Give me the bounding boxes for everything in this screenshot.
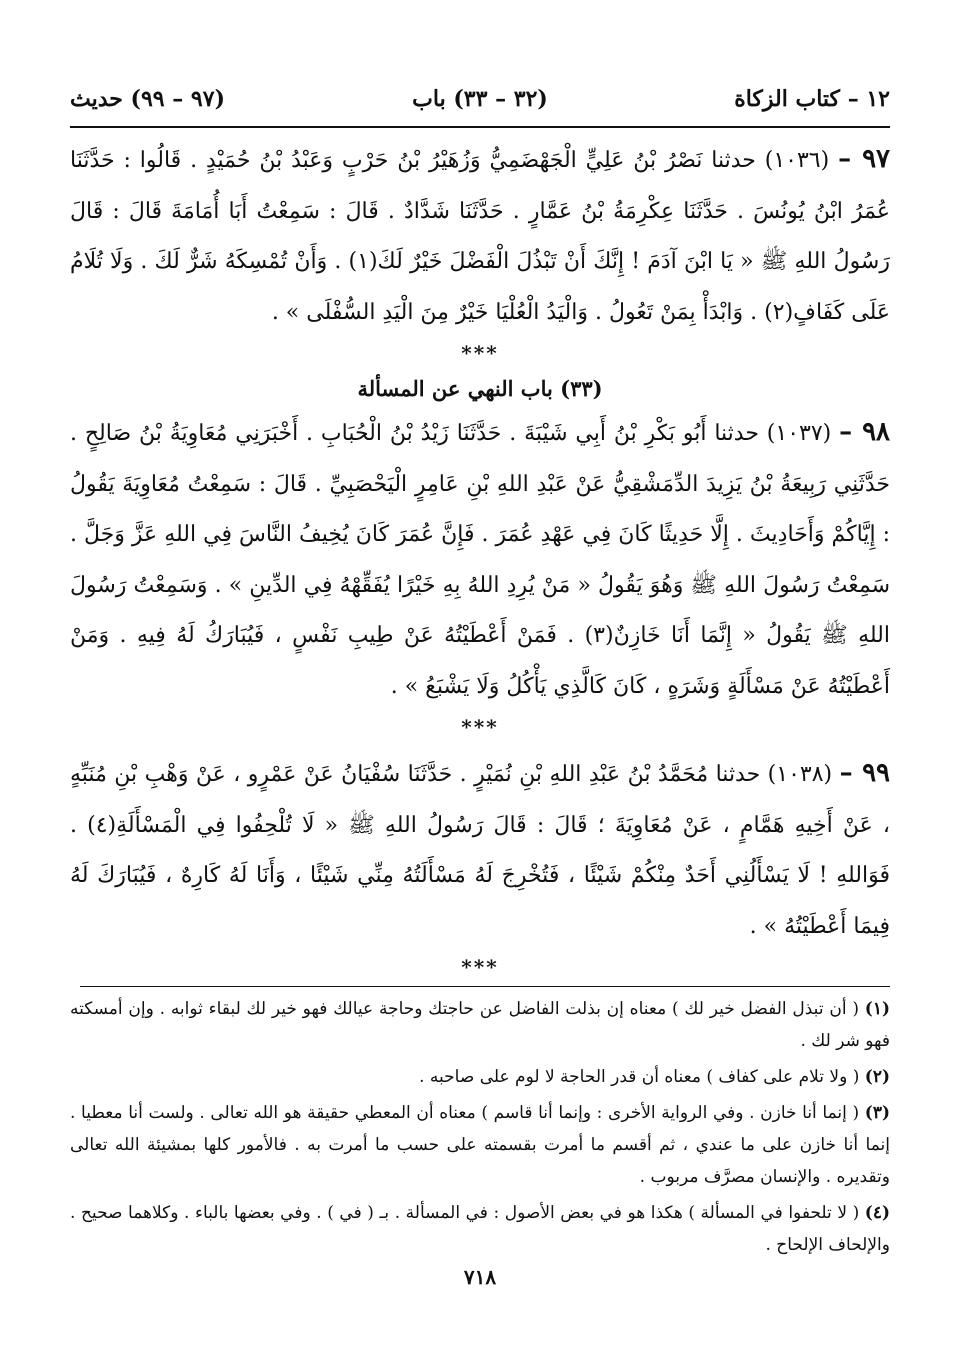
- footnote-text: ( إنما أنا خازن . وفي الرواية الأخرى : وإنما أنا قاسم ) معناه أن المعطي حقيقة هو الله تعالى . ولست أنا معطيا . إنما أنا خازن على ما عندي ، ثم أقسم ما أمرت بقسمته على حسب ما أمرت به . فالأمور كلها بمشيئة الله تعالى وتقديره . والإنسان مصرَّف مربوب .: [70, 1103, 890, 1187]
- hadith-number: ٩٧ –: [838, 144, 890, 174]
- footnotes: [70, 993, 890, 1261]
- header-chapter-range: (٣٢ – ٣٣) باب: [412, 86, 548, 112]
- hadith-text: (١٠٣٦) حدثنا نَصْرُ بْنُ عَلِيٍّ الْجَهْضَمِيُّ وَزُهَيْرُ بْنُ حَرْبٍ وَعَبْدُ بْنُ حُمَيْدٍ . قَالُوا : حَدَّثَنَا عُمَرُ ابْنُ يُونُسَ . حَدَّثَنَا عِكْرِمَةُ بْنُ عَمَّارٍ . حَدَّثَنَا شَدَّادٌ . قَالَ : سَمِعْتُ أَبَا أُمَامَةَ قَالَ : قَالَ رَسُولُ اللهِ ﷺ « يَا ابْنَ آدَمَ ! إِنَّكَ أَنْ تَبْذُلَ الْفَضْلَ خَيْرٌ لَكَ(١) . وَأَنْ تُمْسِكَهُ شَرٌّ لَكَ . وَلَا تُلَامُ عَلَى كَفَافٍ(٢) . وَابْدَأْ بِمَنْ تَعُولُ . وَالْيَدُ الْعُلْيَا خَيْرٌ مِنَ الْيَدِ السُّفْلَى » .: [70, 148, 890, 325]
- footnote-number: (٢): [864, 1067, 890, 1087]
- book-page: [70, 80, 890, 1289]
- header-divider: [70, 126, 890, 128]
- hadith-99: [70, 748, 890, 952]
- section-separator: ***: [461, 341, 499, 365]
- footnote-number: (١): [864, 999, 890, 1019]
- hadith-text: (١٠٣٨) حدثنا مُحَمَّدُ بْنُ عَبْدِ اللهِ بْنِ نُمَيْرٍ . حَدَّثَنَا سُفْيَانُ عَنْ عَمْرٍو ، عَنْ وَهْبِ بْنِ مُنَبِّهٍ ، عَنْ أَخِيهِ هَمَّامٍ ، عَنْ مُعَاوِيَةَ ؛ قَالَ : قَالَ رَسُولُ اللهِ ﷺ « لَا تُلْحِفُوا فِي الْمَسْأَلَةِ(٤) . فَوَاللهِ ! لَا يَسْأَلُنِي أَحَدٌ مِنْكُمْ شَيْئًا ، فَتُخْرِجَ لَهُ مَسْأَلَتُهُ مِنِّي شَيْئًا ، وَأَنَا لَهُ كَارِهٌ ، فَيُبَارَكَ لَهُ فِيمَا أَعْطَيْتُهُ » .: [70, 762, 891, 939]
- chapter-title: (٣٣) باب النهي عن المسألة: [357, 376, 603, 401]
- footnote-number: (٤): [864, 1203, 890, 1223]
- section-separator: ***: [461, 715, 499, 739]
- hadith-number: ٩٨ –: [839, 417, 890, 447]
- header-hadith-range: (٩٧ – ٩٩) حديث: [70, 86, 225, 112]
- hadith-text: (١٠٣٧) حدثنا أَبُو بَكْرِ بْنُ أَبِي شَيْبَةَ . حَدَّثَنَا زَيْدُ بْنُ الْحُبَابِ . أَخْبَرَنِي مُعَاوِيَةُ بْنُ صَالِحٍ . حَدَّثَنِي رَبِيعَةُ بْنُ يَزِيدَ الدِّمَشْقِيُّ عَنْ عَبْدِ اللهِ بْنِ عَامِرٍ الْيَحْصَبِيِّ . قَالَ : سَمِعْتُ مُعَاوِيَةَ يَقُولُ : إِيَّاكُمْ وَأَحَادِيثَ . إِلَّا حَدِيثًا كَانَ فِي عَهْدِ عُمَرَ . فَإِنَّ عُمَرَ كَانَ يُخِيفُ النَّاسَ فِي اللهِ عَزَّ وَجَلَّ . سَمِعْتُ رَسُولَ اللهِ ﷺ وَهُوَ يَقُولُ « مَنْ يُرِدِ اللهُ بِهِ خَيْرًا يُفَقِّهْهُ فِي الدِّينِ » . وَسَمِعْتُ رَسُولَ اللهِ ﷺ يَقُولُ « إِنَّمَا أَنَا خَازِنٌ(٣) . فَمَنْ أَعْطَيْتُهُ عَنْ طِيبِ نَفْسٍ ، فَيُبَارَكُ لَهُ فِيهِ . وَمَنْ أَعْطَيْتُهُ عَنْ مَسْأَلَةٍ وَشَرَهٍ ، كَانَ كَالَّذِي يَأْكُلُ وَلَا يَشْبَعُ » .: [70, 421, 890, 699]
- footnote-text: ( لا تلحفوا في المسألة ) هكذا هو في بعض الأصول : في المسألة . بـ ( في ) . وفي بعضها بالباء . وكلاهما صحيح . والإلحاف الإلحاح .: [70, 1203, 890, 1255]
- hadith-number: ٩٩ –: [839, 758, 891, 788]
- footnote-text: ( ولا تلام على كفاف ) معناه أن قدر الحاجة لا لوم على صاحبه .: [419, 1067, 860, 1087]
- page-number: ٧١٨: [463, 1265, 497, 1289]
- footnote-3: [70, 1097, 890, 1193]
- footnote-4: [70, 1197, 890, 1261]
- footnote-number: (٣): [864, 1103, 890, 1123]
- section-separator: ***: [461, 955, 499, 979]
- footnote-text: ( أن تبذل الفضل خير لك ) معناه إن بذلت الفاضل عن حاجتك وحاجة عيالك فهو خير لك لبقاء ثوابه . وإن أمسكته فهو شر لك .: [70, 999, 890, 1051]
- header-book-title: ١٢ – كتاب الزكاة: [734, 86, 890, 112]
- running-header: [70, 80, 890, 120]
- footnote-2: [70, 1061, 890, 1093]
- footnote-1: [70, 993, 890, 1057]
- hadith-98: [70, 407, 890, 712]
- footnote-divider: [80, 986, 890, 987]
- hadith-97: [70, 134, 890, 338]
